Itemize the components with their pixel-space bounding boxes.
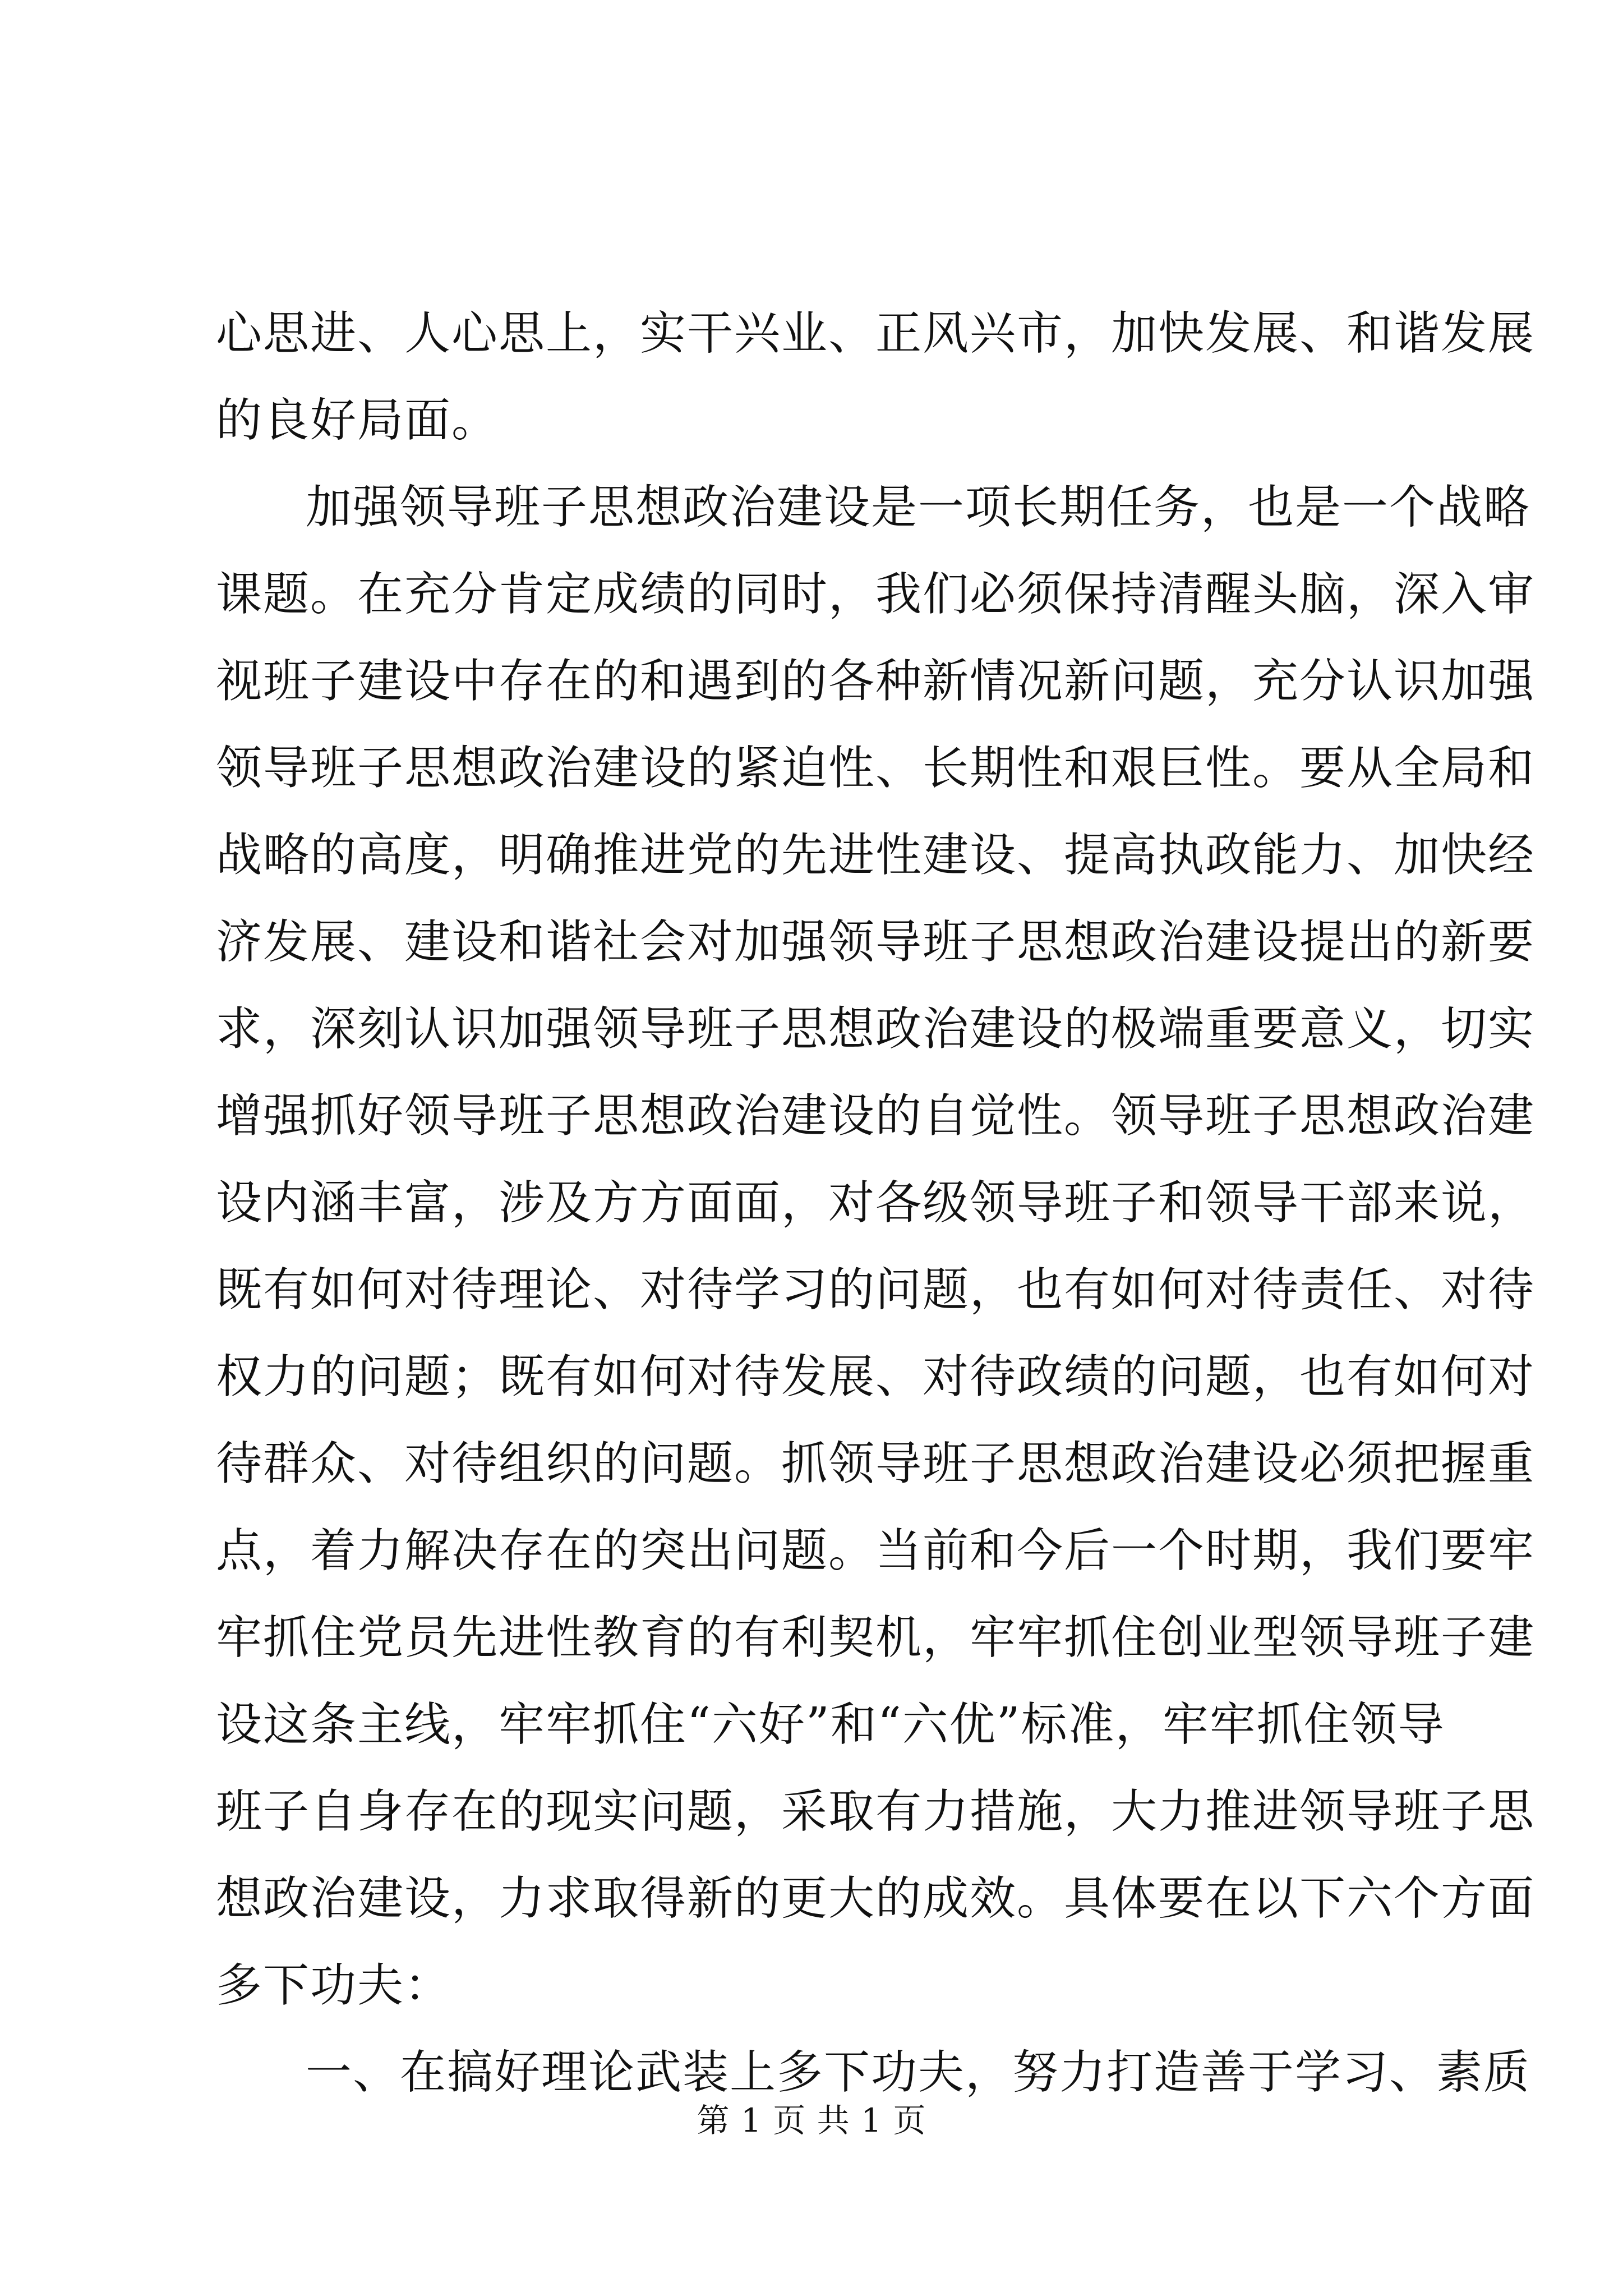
text-line-8: 济发展、建设和谐社会对加强领导班子思想政治建设提出的新要 [216, 915, 1536, 969]
text-line-12: 既有如何对待理论、对待学习的问题，也有如何对待责任、对待 [216, 1263, 1536, 1317]
text-line-16: 牢抓住党员先进性教育的有利契机，牢牢抓住创业型领导班子建 [216, 1611, 1536, 1664]
text-line-4: 课题。在充分肯定成绩的同时，我们必须保持清醒头脑，深入审 [216, 568, 1536, 621]
text-line-17: 设这条主线，牢牢抓住“六好”和“六优”标准，牢牢抓住领导 [216, 1698, 1445, 1751]
text-line-15: 点，着力解决存在的突出问题。当前和今后一个时期，我们要牢 [216, 1524, 1536, 1577]
text-line-14: 待群众、对待组织的问题。抓领导班子思想政治建设必须把握重 [216, 1437, 1536, 1490]
text-line-2: 的良好局面。 [216, 394, 499, 447]
text-line-1: 心思进、人心思上，实干兴业、正风兴市，加快发展、和谐发展 [216, 307, 1536, 360]
text-line-3: 加强领导班子思想政治建设是一项长期任务，也是一个战略 [306, 481, 1531, 534]
text-line-18: 班子自身存在的现实问题，采取有力措施，大力推进领导班子思 [216, 1785, 1536, 1838]
text-line-13: 权力的问题；既有如何对待发展、对待政绩的问题，也有如何对 [216, 1350, 1536, 1404]
text-line-7: 战略的高度，明确推进党的先进性建设、提高执政能力、加快经 [216, 829, 1536, 882]
text-line-5: 视班子建设中存在的和遇到的各种新情况新问题，充分认识加强 [216, 655, 1536, 708]
text-line-21: 一、在搞好理论武装上多下功夫，努力打造善于学习、素质 [306, 2046, 1531, 2099]
text-line-11: 设内涵丰富，涉及方方面面，对各级领导班子和领导干部来说， [216, 1176, 1536, 1230]
text-line-20: 多下功夫： [216, 1959, 452, 2012]
text-line-9: 求，深刻认识加强领导班子思想政治建设的极端重要意义，切实 [216, 1002, 1536, 1056]
page-number-footer: 第 1 页 共 1 页 [697, 2101, 926, 2139]
text-line-10: 增强抓好领导班子思想政治建设的自觉性。领导班子思想政治建 [216, 1089, 1536, 1143]
text-line-6: 领导班子思想政治建设的紧迫性、长期性和艰巨性。要从全局和 [216, 742, 1536, 795]
text-line-19: 想政治建设，力求取得新的更大的成效。具体要在以下六个方面 [216, 1872, 1536, 1925]
